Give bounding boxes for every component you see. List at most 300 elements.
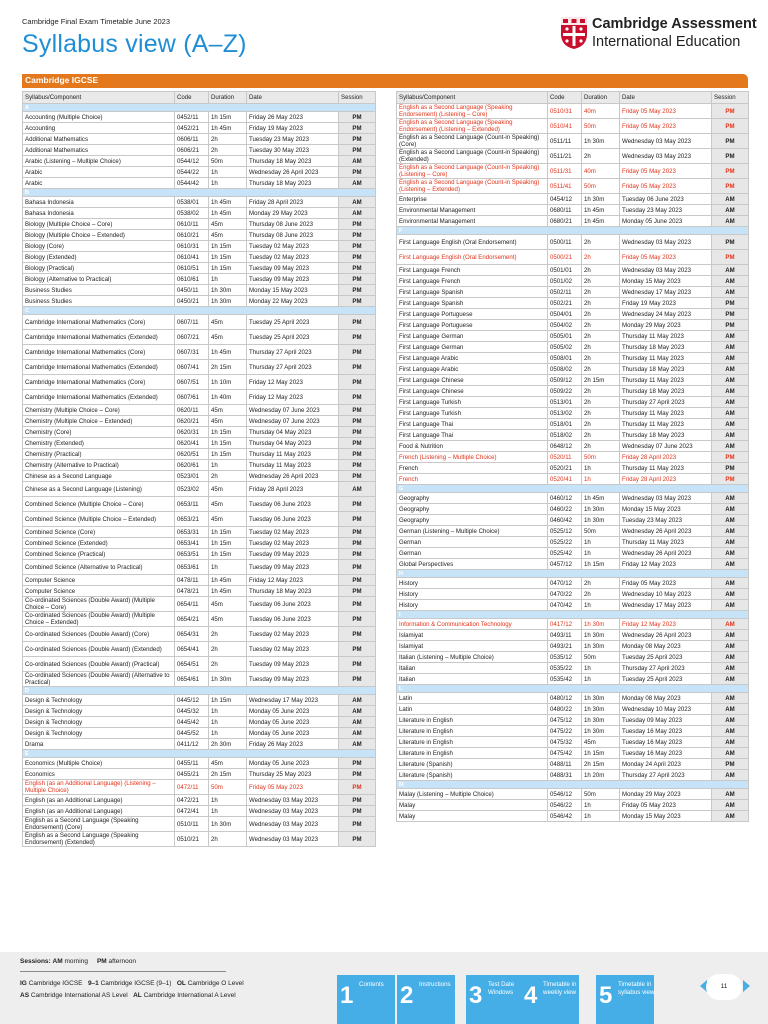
session-cell: PM [339,263,376,274]
key-text: Cambridge IGCSE [28,980,83,987]
duration-cell: 50m [582,179,620,194]
syllabus-cell: Biology (Multiple Choice – Extended) [23,230,175,241]
tab-number: 3 [469,982,483,1009]
page-number-badge [706,974,742,1000]
code-cell: 0445/32 [175,706,209,717]
session-cell: PM [339,123,376,134]
duration-cell: 2h [582,397,620,408]
code-cell: 0510/21 [175,832,209,847]
tab-number: 5 [599,982,613,1009]
table-row [397,250,749,265]
session-cell: AM [712,674,749,685]
duration-cell: 1h 45m [582,205,620,216]
date-cell: Tuesday 09 May 2023 [247,672,339,687]
code-cell: 0654/21 [175,612,209,627]
table-row [397,419,749,430]
session-cell: PM [712,309,749,320]
date-cell: Monday 15 May 2023 [247,285,339,296]
syllabus-cell: Co-ordinated Sciences (Double Award) (Multiple Choice – Core) [23,597,175,612]
tab-number: 2 [400,982,414,1009]
duration-cell: 2h 30m [209,739,247,750]
duration-cell: 1h 45m [582,216,620,227]
date-cell: Monday 08 May 2023 [620,693,712,704]
syllabus-cell: Co-ordinated Sciences (Double Award) (Alternative to Practical) [23,672,175,687]
syllabus-cell: Additional Mathematics [23,134,175,145]
date-cell: Thursday 11 May 2023 [620,463,712,474]
syllabus-cell: Arabic [23,178,175,189]
session-cell: AM [712,265,749,276]
syllabus-cell: Literature in English [397,715,548,726]
session-cell: PM [339,134,376,145]
letter-section-row [23,750,376,758]
header-duration: Duration [209,92,247,104]
duration-cell: 45m [209,416,247,427]
syllabus-cell: Environmental Management [397,216,548,227]
section-letter: D [23,687,376,695]
session-cell: AM [712,811,749,822]
session-cell: PM [339,597,376,612]
syllabus-cell: Cambridge International Mathematics (Extended) [23,330,175,345]
session-cell: PM [712,452,749,463]
left-timetable [22,91,376,847]
syllabus-cell: History [397,589,548,600]
syllabus-cell: Literature (Spanish) [397,759,548,770]
table-row [23,627,376,642]
header-duration: Duration [582,92,620,104]
date-cell: Friday 05 May 2023 [620,164,712,179]
tab-number: 4 [524,982,538,1009]
date-cell: Friday 05 May 2023 [620,179,712,194]
table-row [23,460,376,471]
table-row [397,759,749,770]
session-cell: PM [712,250,749,265]
table-row [397,408,749,419]
session-cell: AM [712,397,749,408]
session-cell: AM [712,715,749,726]
table-row [23,167,376,178]
syllabus-cell: Cambridge International Mathematics (Core) [23,375,175,390]
table-row [23,695,376,706]
table-row [23,560,376,575]
session-cell: PM [712,164,749,179]
letter-section-row [23,307,376,315]
syllabus-cell: First Language Portuguese [397,320,548,331]
right-timetable [396,91,749,822]
date-cell: Wednesday 17 May 2023 [620,600,712,611]
code-cell: 0653/21 [175,512,209,527]
code-cell: 0610/31 [175,241,209,252]
duration-cell: 45m [209,612,247,627]
tab-syllabus-view[interactable] [596,975,654,1024]
table-row [397,235,749,250]
code-cell: 0620/61 [175,460,209,471]
duration-cell: 2h [582,287,620,298]
duration-cell: 1h [582,811,620,822]
session-cell: AM [712,589,749,600]
duration-cell: 1h 15m [209,252,247,263]
next-page-icon[interactable] [743,980,750,992]
table-row [397,119,749,134]
syllabus-cell: Information & Communication Technology [397,619,548,630]
duration-cell: 1h 15m [209,527,247,538]
brand-logo [560,14,757,54]
code-cell: 0452/21 [175,123,209,134]
date-cell: Wednesday 26 April 2023 [620,526,712,537]
table-row [23,672,376,687]
session-cell: AM [712,559,749,570]
code-cell: 0620/11 [175,405,209,416]
session-cell: PM [339,405,376,416]
date-cell: Tuesday 25 April 2023 [247,315,339,330]
duration-cell: 1h [209,728,247,739]
code-cell: 0493/21 [548,641,582,652]
session-cell: PM [339,330,376,345]
syllabus-cell: First Language German [397,331,548,342]
header-date: Date [620,92,712,104]
code-cell: 0653/31 [175,527,209,538]
table-row [397,652,749,663]
code-cell: 0450/11 [175,285,209,296]
syllabus-cell: English as a Second Language (Speaking Endorsement) (Core) [23,817,175,832]
date-cell: Thursday 11 May 2023 [620,375,712,386]
date-cell: Thursday 04 May 2023 [247,427,339,438]
syllabus-cell: Design & Technology [23,695,175,706]
session-cell: AM [712,331,749,342]
duration-cell: 1h 30m [582,619,620,630]
code-cell: 0488/11 [548,759,582,770]
duration-cell: 1h 15m [209,112,247,123]
session-cell: AM [712,630,749,641]
key-text: Cambridge O Level [187,980,244,987]
table-row [23,145,376,156]
date-cell: Tuesday 09 May 2023 [247,274,339,285]
date-cell: Tuesday 06 June 2023 [247,612,339,627]
code-cell: 0457/12 [548,559,582,570]
session-cell: PM [339,560,376,575]
session-cell: AM [712,526,749,537]
code-cell: 0620/51 [175,449,209,460]
date-cell: Thursday 27 April 2023 [620,770,712,781]
date-cell: Friday 05 May 2023 [620,800,712,811]
syllabus-cell: German (Listening – Multiple Choice) [397,526,548,537]
table-row [23,112,376,123]
table-row [397,674,749,685]
key-code: OL [176,980,186,987]
syllabus-cell: English as a Second Language (Count-in Speaking) (Listening – Core) [397,164,548,179]
syllabus-cell: Cambridge International Mathematics (Extended) [23,360,175,375]
duration-cell: 1h [582,600,620,611]
tab-weekly-view[interactable] [521,975,579,1024]
duration-cell: 50m [582,789,620,800]
session-cell: AM [712,194,749,205]
table-row [397,704,749,715]
date-cell: Wednesday 03 May 2023 [620,149,712,164]
session-cell: AM [712,619,749,630]
table-row [23,197,376,208]
code-cell: 0523/02 [175,482,209,497]
header-small-title: Cambridge Final Exam Timetable June 2023 [22,17,170,26]
tab-label: Timetable in syllabus view [618,981,655,996]
duration-cell: 1h [582,548,620,559]
syllabus-cell: First Language French [397,265,548,276]
session-cell: PM [712,474,749,485]
code-cell: 0513/01 [548,397,582,408]
date-cell: Tuesday 02 May 2023 [247,538,339,549]
session-cell: PM [339,672,376,687]
date-cell: Thursday 18 May 2023 [247,178,339,189]
date-cell: Thursday 27 April 2023 [247,345,339,360]
syllabus-cell: Design & Technology [23,706,175,717]
code-cell: 0508/01 [548,353,582,364]
code-cell: 0475/42 [548,748,582,759]
code-cell: 0648/12 [548,441,582,452]
session-cell: PM [339,806,376,817]
duration-cell: 1h 45m [209,345,247,360]
date-cell: Friday 26 May 2023 [247,739,339,750]
duration-cell: 1h [209,706,247,717]
duration-cell: 2h 15m [582,759,620,770]
table-row [397,179,749,194]
session-cell: AM [339,695,376,706]
tab-contents[interactable] [337,975,395,1024]
syllabus-cell: Geography [397,515,548,526]
syllabus-cell: Chemistry (Core) [23,427,175,438]
date-cell: Wednesday 26 April 2023 [247,471,339,482]
syllabus-cell: Biology (Alternative to Practical) [23,274,175,285]
duration-cell: 2h [582,342,620,353]
date-cell: Wednesday 10 May 2023 [620,589,712,600]
syllabus-cell: First Language Thai [397,430,548,441]
table-row [397,149,749,164]
session-cell: PM [339,285,376,296]
code-cell: 0525/22 [548,537,582,548]
duration-cell: 2h [209,642,247,657]
duration-cell: 2h [582,578,620,589]
qualification-key-2 [20,992,236,999]
session-cell: AM [712,693,749,704]
syllabus-cell: French [397,463,548,474]
session-cell: PM [339,769,376,780]
date-cell: Thursday 11 May 2023 [620,419,712,430]
code-cell: 0511/11 [548,134,582,149]
date-cell: Wednesday 17 May 2023 [247,695,339,706]
table-row [397,298,749,309]
table-row [397,452,749,463]
duration-cell: 2h [582,430,620,441]
syllabus-cell: Literature in English [397,726,548,737]
table-row [23,549,376,560]
syllabus-cell: Accounting [23,123,175,134]
date-cell: Friday 05 May 2023 [247,780,339,795]
duration-cell: 1h 30m [582,630,620,641]
table-row [397,559,749,570]
duration-cell: 1h 30m [209,672,247,687]
code-cell: 0544/42 [175,178,209,189]
session-cell: PM [339,538,376,549]
table-row [397,515,749,526]
session-cell: AM [339,156,376,167]
date-cell: Monday 05 June 2023 [247,758,339,769]
table-row [397,693,749,704]
duration-cell: 50m [582,119,620,134]
duration-cell: 45m [209,512,247,527]
duration-cell: 40m [582,104,620,119]
session-cell: PM [712,179,749,194]
table-row [397,375,749,386]
header-syllabus: Syllabus/Component [397,92,548,104]
table-row [23,597,376,612]
session-cell: PM [339,549,376,560]
session-cell: PM [339,832,376,847]
code-cell: 0607/31 [175,345,209,360]
code-cell: 0460/42 [548,515,582,526]
syllabus-cell: First Language English (Oral Endorsement) [397,235,548,250]
syllabus-cell: History [397,600,548,611]
code-cell: 0502/21 [548,298,582,309]
syllabus-cell: First Language Portuguese [397,309,548,320]
date-cell: Tuesday 02 May 2023 [247,241,339,252]
syllabus-cell: Economics (Multiple Choice) [23,758,175,769]
date-cell: Wednesday 10 May 2023 [620,704,712,715]
tab-instructions[interactable] [397,975,455,1024]
code-cell: 0470/12 [548,578,582,589]
table-row [23,134,376,145]
date-cell: Tuesday 30 May 2023 [247,145,339,156]
code-cell: 0523/01 [175,471,209,482]
session-cell: AM [712,600,749,611]
letter-section-row [23,104,376,112]
tab-label: Test Date Windows [488,981,515,996]
date-cell: Tuesday 16 May 2023 [620,737,712,748]
section-bar [22,74,748,88]
duration-cell: 2h [582,408,620,419]
code-cell: 0520/21 [548,463,582,474]
date-cell: Thursday 18 May 2023 [620,364,712,375]
letter-section-row [397,781,749,789]
duration-cell: 1h [209,560,247,575]
date-cell: Thursday 11 May 2023 [247,460,339,471]
syllabus-cell: Chemistry (Multiple Choice – Extended) [23,416,175,427]
date-cell: Monday 29 May 2023 [620,789,712,800]
syllabus-cell: First Language Thai [397,419,548,430]
date-cell: Friday 12 May 2023 [247,375,339,390]
date-cell: Wednesday 03 May 2023 [247,817,339,832]
code-cell: 0445/52 [175,728,209,739]
date-cell: Wednesday 07 June 2023 [620,441,712,452]
session-cell: PM [712,119,749,134]
table-row [23,449,376,460]
date-cell: Tuesday 16 May 2023 [620,748,712,759]
date-cell: Tuesday 02 May 2023 [247,252,339,263]
table-row [397,474,749,485]
table-row [397,287,749,298]
code-cell: 0654/31 [175,627,209,642]
pm-text: afternoon [108,958,136,965]
code-cell: 0502/11 [548,287,582,298]
syllabus-cell: Biology (Extended) [23,252,175,263]
duration-cell: 1h [582,474,620,485]
session-cell: AM [712,216,749,227]
code-cell: 0475/22 [548,726,582,737]
duration-cell: 1h 30m [582,704,620,715]
duration-cell: 1h 30m [582,726,620,737]
letter-section-row [23,687,376,695]
code-cell: 0504/01 [548,309,582,320]
code-cell: 0450/21 [175,296,209,307]
syllabus-cell: Italian [397,663,548,674]
header-session: Session [339,92,376,104]
duration-cell: 1h 15m [209,241,247,252]
table-row [23,252,376,263]
date-cell: Wednesday 17 May 2023 [620,287,712,298]
session-cell: PM [339,230,376,241]
date-cell: Tuesday 02 May 2023 [247,642,339,657]
duration-cell: 1h 30m [582,504,620,515]
table-row [23,178,376,189]
date-cell: Thursday 27 April 2023 [620,397,712,408]
duration-cell: 2h [582,298,620,309]
syllabus-cell: Global Perspectives [397,559,548,570]
syllabus-cell: Latin [397,693,548,704]
date-cell: Friday 12 May 2023 [247,575,339,586]
session-cell: AM [712,441,749,452]
date-cell: Thursday 11 May 2023 [620,537,712,548]
table-row [397,265,749,276]
duration-cell: 1h 15m [209,427,247,438]
duration-cell: 45m [209,758,247,769]
code-cell: 0607/11 [175,315,209,330]
table-row [397,811,749,822]
code-cell: 0520/41 [548,474,582,485]
code-cell: 0653/11 [175,497,209,512]
session-cell: AM [339,178,376,189]
date-cell: Wednesday 03 May 2023 [620,265,712,276]
session-cell: AM [712,287,749,298]
code-cell: 0417/12 [548,619,582,630]
syllabus-cell: Chemistry (Practical) [23,449,175,460]
session-cell: PM [339,586,376,597]
syllabus-cell: Cambridge International Mathematics (Core) [23,345,175,360]
session-cell: AM [712,641,749,652]
session-cell: PM [712,320,749,331]
table-row [23,405,376,416]
session-cell: AM [712,515,749,526]
syllabus-cell: Chinese as a Second Language (Listening) [23,482,175,497]
code-cell: 0501/02 [548,276,582,287]
session-cell: PM [339,219,376,230]
duration-cell: 45m [209,482,247,497]
table-row [397,441,749,452]
table-row [397,104,749,119]
date-cell: Thursday 08 June 2023 [247,230,339,241]
duration-cell: 1h 15m [209,263,247,274]
date-cell: Friday 26 May 2023 [247,112,339,123]
date-cell: Monday 22 May 2023 [247,296,339,307]
session-cell: AM [712,276,749,287]
section-letter: A [23,104,376,112]
code-cell: 0472/41 [175,806,209,817]
code-cell: 0455/21 [175,769,209,780]
syllabus-cell: English (as an Additional Language) [23,806,175,817]
key-code: AS [20,992,30,999]
syllabus-cell: Co-ordinated Sciences (Double Award) (Extended) [23,642,175,657]
syllabus-cell: Italian (Listening – Multiple Choice) [397,652,548,663]
table-row [397,715,749,726]
session-cell: PM [339,145,376,156]
tab-test-date-windows[interactable] [466,975,524,1024]
table-row [23,657,376,672]
syllabus-cell: German [397,548,548,559]
